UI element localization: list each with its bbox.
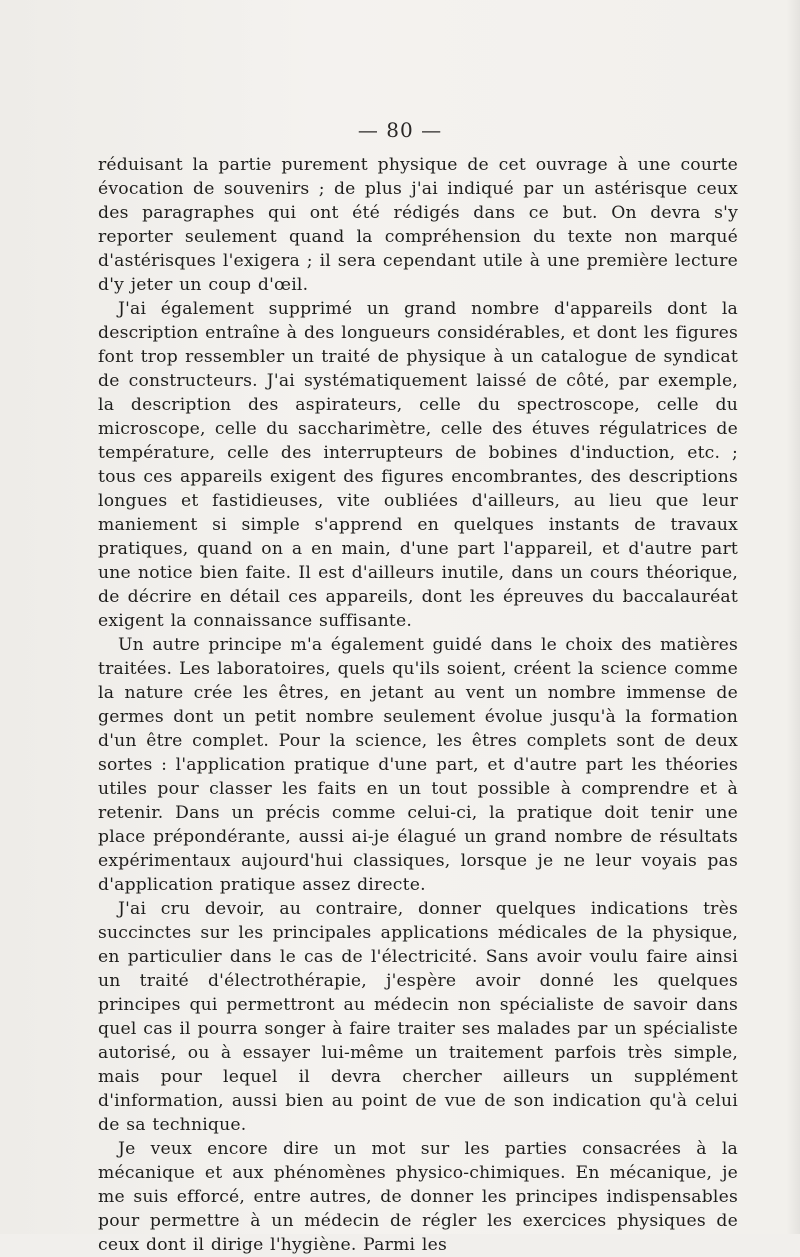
paragraph: J'ai également supprimé un grand nombre d'appareils dont la description entraîne à des longueurs considérables, et dont les figures font trop ressembler un traité de physique à un catalogue de syndicat de constructeurs. J'ai systématiquement laissé de côté, par exemple, la description des aspirateurs, celle du spectroscope, celle du microscope, celle du saccharimètre, celle des étuves régulatrices de température, celle des interrupteurs de bobines d'induction, etc. ; tous ces appareils exigent des figures encombrantes, des descriptions longues et fastidieuses, vite oubliées d'ailleurs, au lieu que leur maniement si simple s'apprend en quelques instants de travaux pratiques, quand on a en main, d'une part l'appareil, et d'autre part une notice bien faite. Il est d'ailleurs inutile, dans un cours théorique, de décrire en détail ces appareils, dont les épreuves du baccalauréat exigent la connaissance suffisante.: [98, 299, 738, 631]
paragraph: Un autre principe m'a également guidé dans le choix des matières traitées. Les laboratoires, quels qu'ils soient, créent la science comme la nature crée les êtres, en jetant au vent un nombre immense de germes dont un petit nombre seulement évolue jusqu'à la formation d'un être complet. Pour la science, les êtres complets sont de deux sortes : l'application pratique d'une part, et d'autre part les théories utiles pour classer les faits en un tout possible à comprendre et à retenir. Dans un précis comme celui-ci, la pratique doit tenir une place prépondérante, aussi ai-je élagué un grand nombre de résultats expérimentaux aujourd'hui classiques, lorsque je ne leur voyais pas d'application pratique assez directe.: [98, 635, 738, 895]
page-edge-shadow: [786, 0, 800, 1234]
body-text: [98, 153, 738, 1257]
page-number: — 80 —: [357, 118, 443, 142]
paragraph: J'ai cru devoir, au contraire, donner quelques indications très succinctes sur les principales applications médicales de la physique, en particulier dans le cas de l'électricité. Sans avoir voulu faire ainsi un traité d'électrothérapie, j'espère avoir donné les quelques principes qui permettront au médecin non spécialiste de savoir dans quel cas il pourra songer à faire traiter ses malades par un spécialiste autorisé, ou à essayer lui-même un traitement parfois très simple, mais pour lequel il devra chercher ailleurs un supplément d'information, aussi bien au point de vue de son indication qu'à celui de sa technique.: [98, 899, 738, 1135]
paragraph: Je veux encore dire un mot sur les parties consacrées à la mécanique et aux phénomènes physico-chimiques. En mécanique, je me suis efforcé, entre autres, de donner les principes indispensables pour permettre à un médecin de régler les exercices physiques de ceux dont il dirige l'hygiène. Parmi les: [98, 1139, 738, 1255]
paragraph: réduisant la partie purement physique de cet ouvrage à une courte évocation de souvenirs ; de plus j'ai indiqué par un astérisque ceux des paragraphes qui ont été rédigés dans ce but. On devra s'y reporter seulement quand la compréhension du texte non marqué d'astérisques l'exigera ; il sera cependant utile à une première lecture d'y jeter un coup d'œil.: [98, 155, 738, 295]
